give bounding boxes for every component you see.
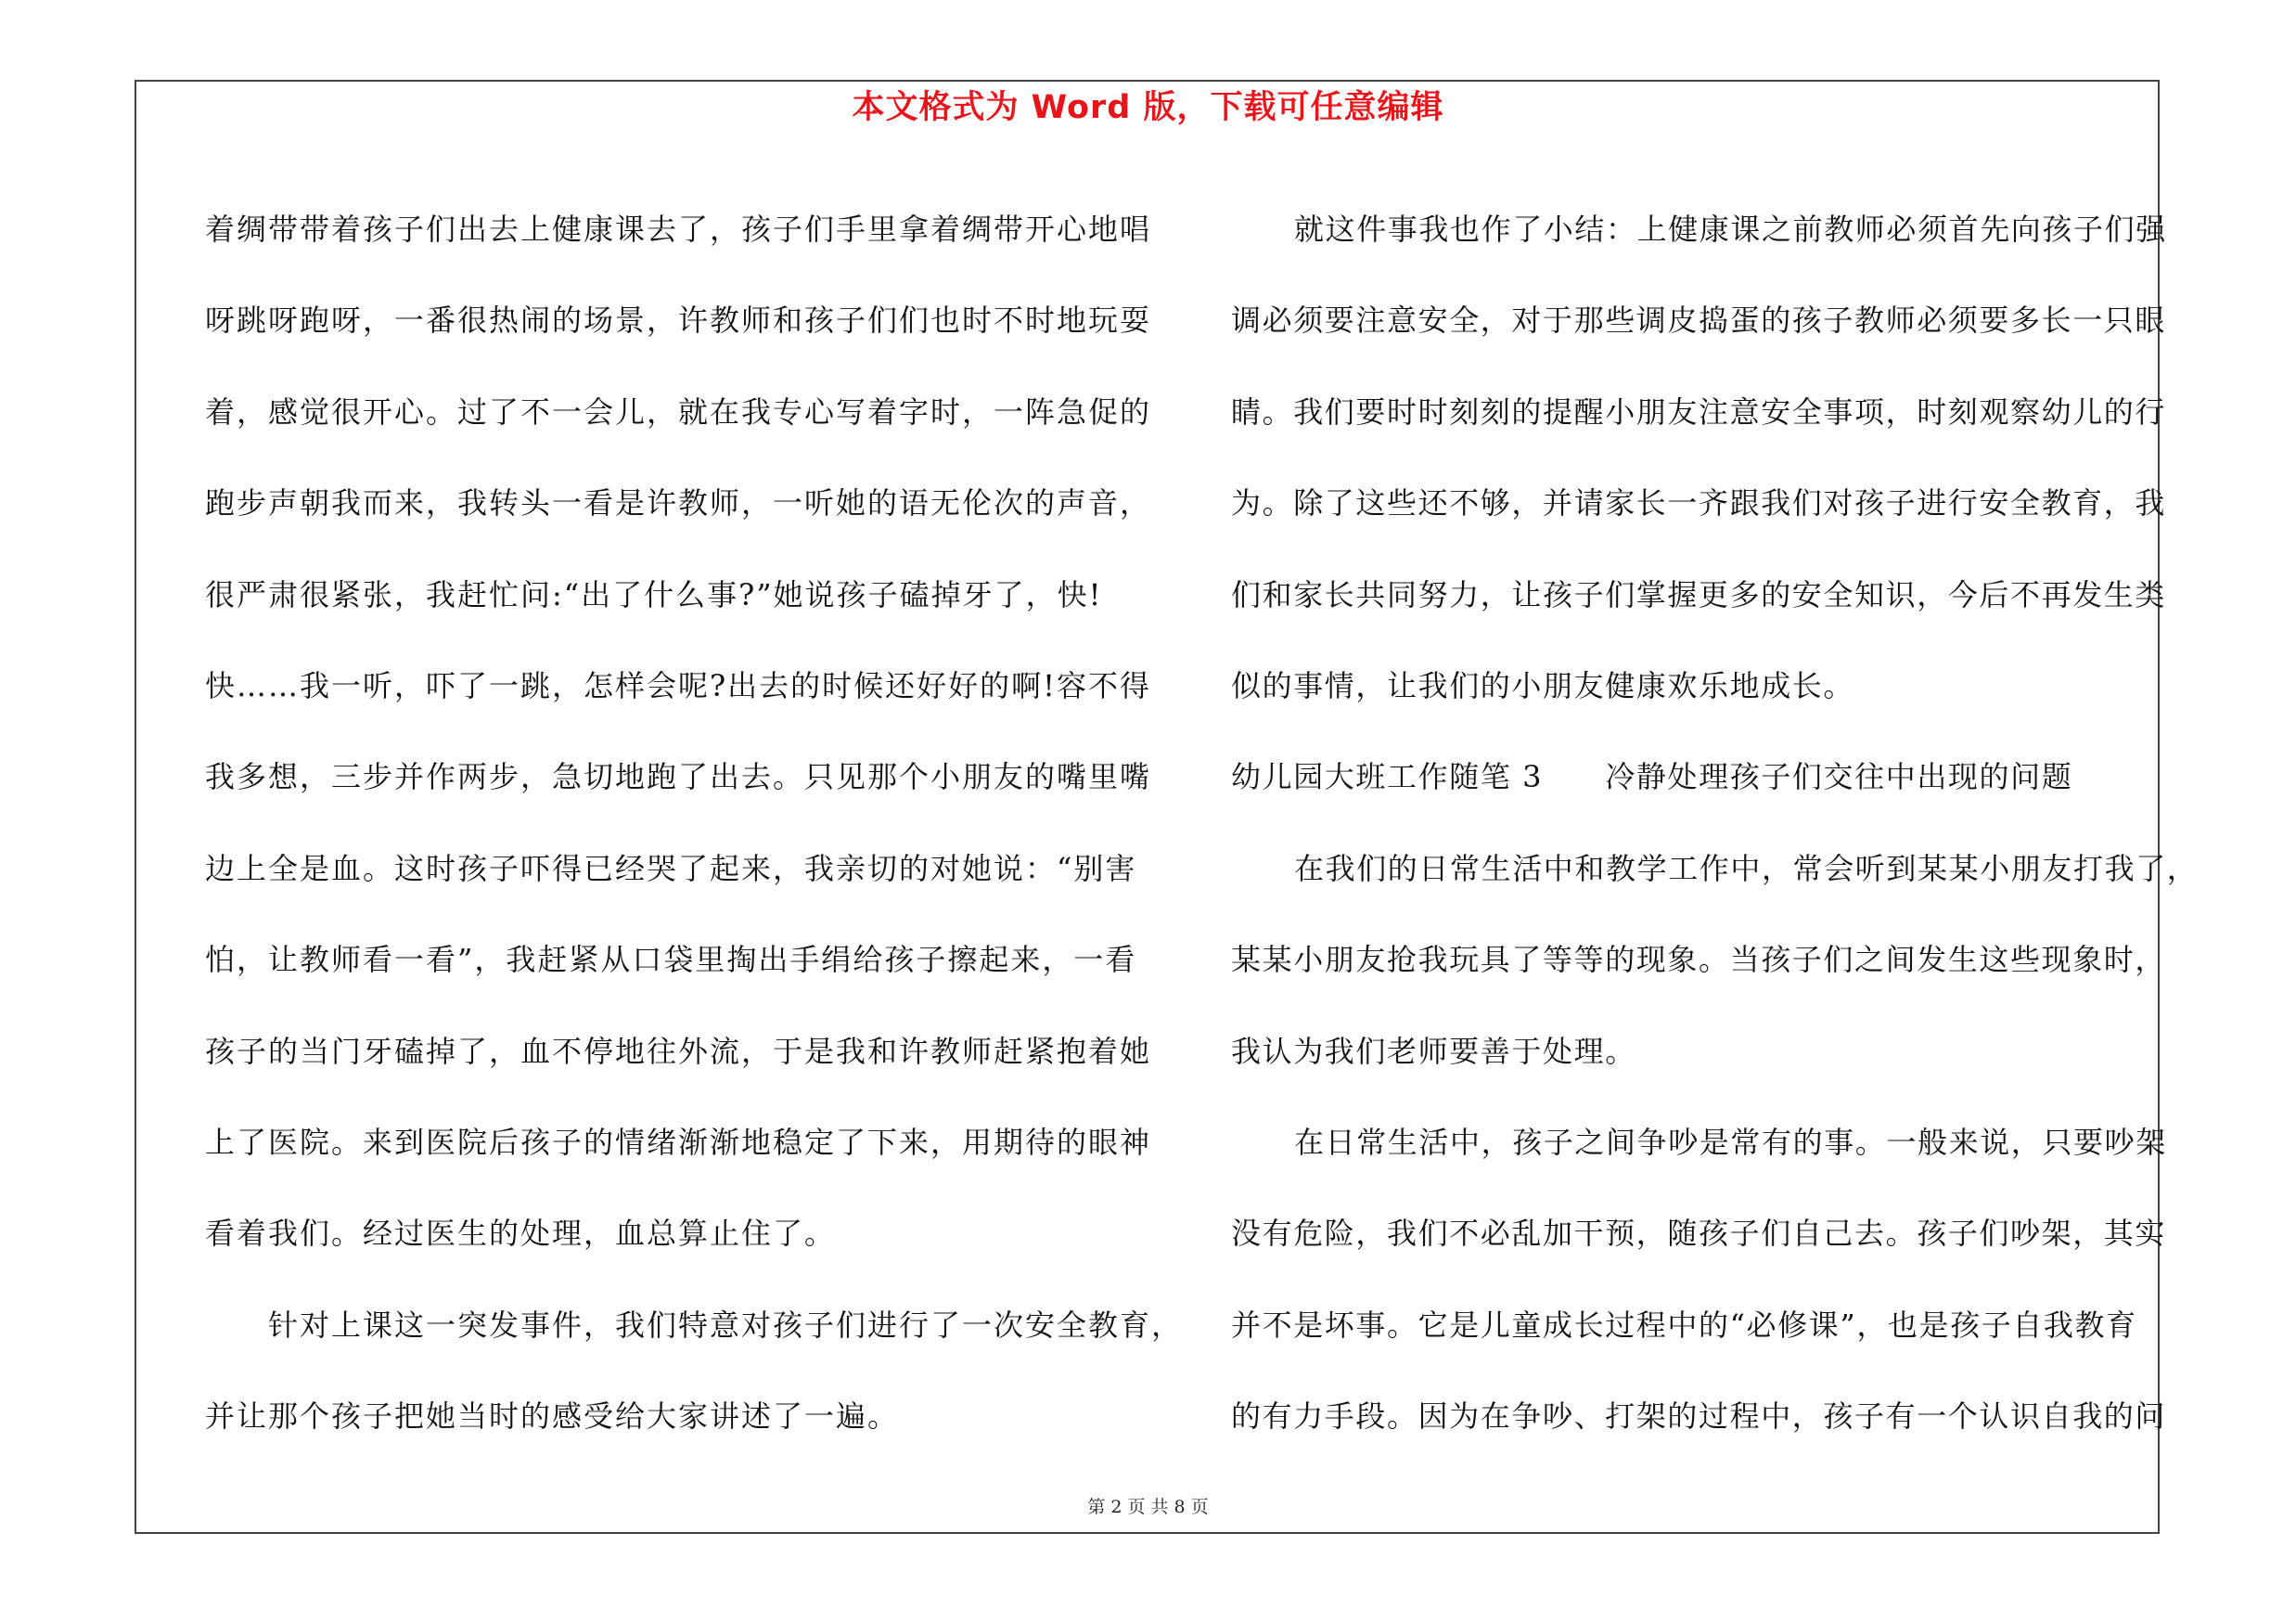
text-line: 某某小朋友抢我玩具了等等的现象。当孩子们之间发生这些现象时， (1231, 942, 2167, 978)
text-line: 们和家长共同努力，让孩子们掌握更多的安全知识，今后不再发生类 (1231, 576, 2167, 612)
text-line: 快……我一听，吓了一跳，怎样会呢?出去的时候还好好的啊!容不得 (205, 667, 1152, 703)
text-line: 怕，让教师看一看”，我赶紧从口袋里掏出手绢给孩子擦起来，一看 (205, 942, 1137, 978)
text-line: 睛。我们要时时刻刻的提醒小朋友注意安全事项，时刻观察幼儿的行 (1231, 393, 2167, 430)
left-text-column (205, 184, 1184, 1462)
text-line: 似的事情，让我们的小朋友健康欢乐地成长。 (1231, 667, 1855, 703)
text-line: 调必须要注意安全，对于那些调皮捣蛋的孩子教师必须要多长一只眼 (1231, 303, 2167, 339)
word-format-banner: 本文格式为 Word 版，下载可任意编辑 (852, 89, 1444, 126)
text-line: 看着我们。经过医生的处理，血总算止住了。 (205, 1216, 837, 1252)
page-number-footer: 第 2 页 共 8 页 (1087, 1497, 1209, 1517)
text-line: 上了医院。来到医院后孩子的情绪渐渐地稳定了下来，用期待的眼神 (205, 1124, 1152, 1160)
text-line: 为。除了这些还不够，并请家长一齐跟我们对孩子进行安全教育，我 (1231, 485, 2167, 522)
paragraph-start-line: 在我们的日常生活中和教学工作中，常会听到某某小朋友打我了， (1294, 850, 2199, 886)
text-line: 孩子的当门牙磕掉了，血不停地往外流，于是我和许教师赶紧抱着她 (205, 1033, 1152, 1069)
right-text-column (1231, 184, 2199, 1462)
text-line: 呀跳呀跑呀，一番很热闹的场景，许教师和孩子们们也时不时地玩耍 (205, 303, 1152, 339)
text-line: 的有力手段。因为在争吵、打架的过程中，孩子有一个认识自我的问 (1231, 1398, 2167, 1435)
text-line: 我认为我们老师要善于处理。 (1231, 1033, 1636, 1069)
section-heading: 幼儿园大班工作随笔 3 冷静处理孩子们交往中出现的问题 (1231, 759, 2073, 795)
text-line: 边上全是血。这时孩子吓得已经哭了起来，我亲切的对她说：“别害 (205, 850, 1137, 886)
text-line: 跑步声朝我而来，我转头一看是许教师，一听她的语无伦次的声音， (205, 485, 1152, 522)
text-line: 没有危险，我们不必乱加干预，随孩子们自己去。孩子们吵架，其实 (1231, 1216, 2167, 1252)
paragraph-start-line: 在日常生活中，孩子之间争吵是常有的事。一般来说，只要吵架 (1294, 1124, 2167, 1160)
paragraph-start-line: 就这件事我也作了小结：上健康课之前教师必须首先向孩子们强 (1294, 212, 2167, 247)
text-line: 很严肃很紧张，我赶忙问:“出了什么事?”她说孩子磕掉牙了，快! (205, 576, 1103, 612)
text-line: 我多想，三步并作两步，急切地跑了出去。只见那个小朋友的嘴里嘴 (205, 759, 1152, 795)
text-line: 着，感觉很开心。过了不一会儿，就在我专心写着字时，一阵急促的 (205, 393, 1152, 430)
text-line: 并让那个孩子把她当时的感受给大家讲述了一遍。 (205, 1398, 900, 1435)
text-line: 并不是坏事。它是儿童成长过程中的“必修课”，也是孩子自我教育 (1231, 1307, 2137, 1343)
paragraph-start-line: 针对上课这一突发事件，我们特意对孩子们进行了一次安全教育， (268, 1307, 1184, 1343)
text-line: 着绸带带着孩子们出去上健康课去了，孩子们手里拿着绸带开心地唱 (205, 212, 1152, 247)
